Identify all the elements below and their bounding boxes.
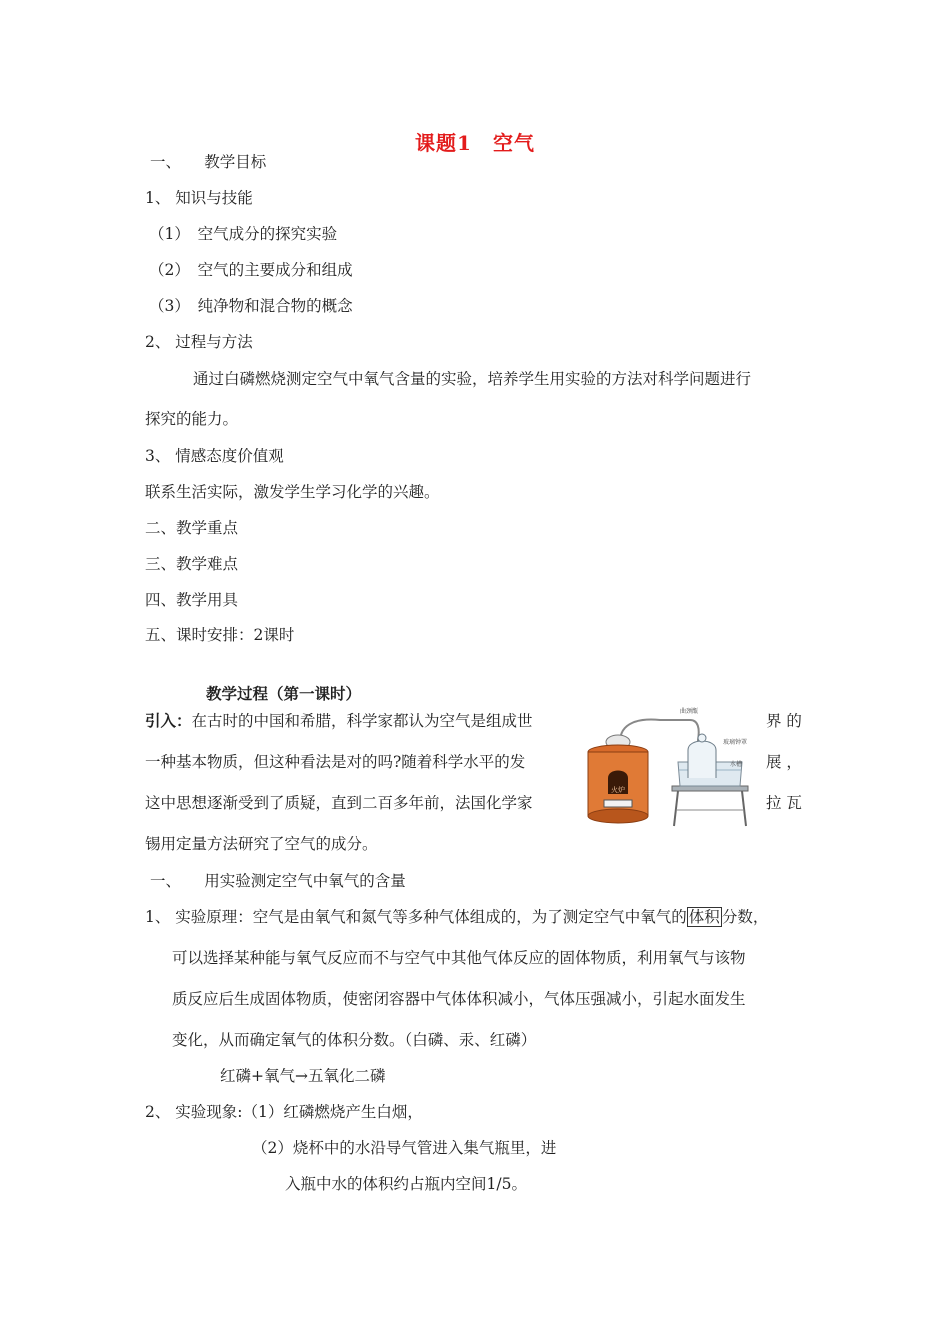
paragraph: 变化，从而确定氧气的体积分数。（白磷、汞、红磷） <box>172 1031 537 1049</box>
subsection-attitude: 3、 情感态度价值观 <box>145 447 284 465</box>
trough-label: 水槽 <box>730 761 743 768</box>
paragraph: 拉 瓦 <box>766 794 802 812</box>
retort-label: 曲颈甑 <box>680 708 699 715</box>
furnace-label: 火炉 <box>611 786 625 794</box>
list-item: （1） 空气成分的探究实验 <box>149 225 338 243</box>
paragraph: 联系生活实际，激发学生学习化学的兴趣。 <box>145 483 440 501</box>
intro-label: 引入： <box>145 711 192 730</box>
paragraph: 质反应后生成固体物质，使密闭容器中气体体积减小，气体压强减小，引起水面发生 <box>172 990 746 1008</box>
subsection-process: 2、 过程与方法 <box>145 333 253 351</box>
list-item: （2） 空气的主要成分和组成 <box>149 261 353 279</box>
lavoisier-apparatus-figure <box>580 700 760 830</box>
process-heading: 教学过程（第一课时） <box>206 684 362 703</box>
table-top <box>672 786 748 791</box>
paragraph: 入瓶中水的体积约占瓶内空间1/5。 <box>285 1175 527 1193</box>
section-schedule: 五、课时安排：2课时 <box>145 626 295 644</box>
paragraph: 通过白磷燃烧测定空气中氧气含量的实验，培养学生用实验的方法对科学问题进行 <box>193 370 752 388</box>
section-key-points: 二、教学重点 <box>145 519 239 537</box>
furnace-base <box>588 809 648 823</box>
section-difficulties: 三、教学难点 <box>145 555 239 573</box>
bell-jar-label: 玻璃钟罩 <box>723 739 748 746</box>
section-oxygen-experiment: 一、 用实验测定空气中氧气的含量 <box>150 872 406 890</box>
chemical-equation: 红磷+氧气→五氧化二磷 <box>220 1067 386 1085</box>
furnace-vent <box>604 800 632 807</box>
paragraph: 这中思想逐渐受到了质疑，直到二百多年前，法国化学家 <box>145 794 533 812</box>
page-title: 课题1 空气 <box>415 131 535 155</box>
paragraph: 可以选择某种能与氧气反应而不与空气中其他气体反应的固体物质，利用氧气与该物 <box>172 949 746 967</box>
paragraph: 引入：在古时的中国和希腊，科学家都认为空气是组成世 <box>145 711 533 730</box>
paragraph: 一种基本物质，但这种看法是对的吗?随着科学水平的发 <box>145 753 526 771</box>
bell-jar <box>688 741 716 778</box>
subsection-knowledge: 1、 知识与技能 <box>145 189 253 207</box>
paragraph: 探究的能力。 <box>145 410 239 428</box>
section-tools: 四、教学用具 <box>145 591 239 609</box>
boxed-term: 体积 <box>688 908 720 926</box>
paragraph: 界 的 <box>766 712 802 730</box>
paragraph: （2）烧杯中的水沿导气管进入集气瓶里，进 <box>252 1139 557 1157</box>
paragraph: 2、 实验现象:（1）红磷燃烧产生白烟， <box>145 1103 423 1121</box>
paragraph: 1、 实验原理：空气是由氧气和氮气等多种气体组成的，为了测定空气中氧气的 体积 分数， <box>145 908 769 926</box>
paragraph: 锡用定量方法研究了空气的成分。 <box>145 835 378 853</box>
paragraph: 展 ， <box>766 753 802 771</box>
section-objectives: 一、 教学目标 <box>150 153 267 171</box>
list-item: （3） 纯净物和混合物的概念 <box>149 297 353 315</box>
